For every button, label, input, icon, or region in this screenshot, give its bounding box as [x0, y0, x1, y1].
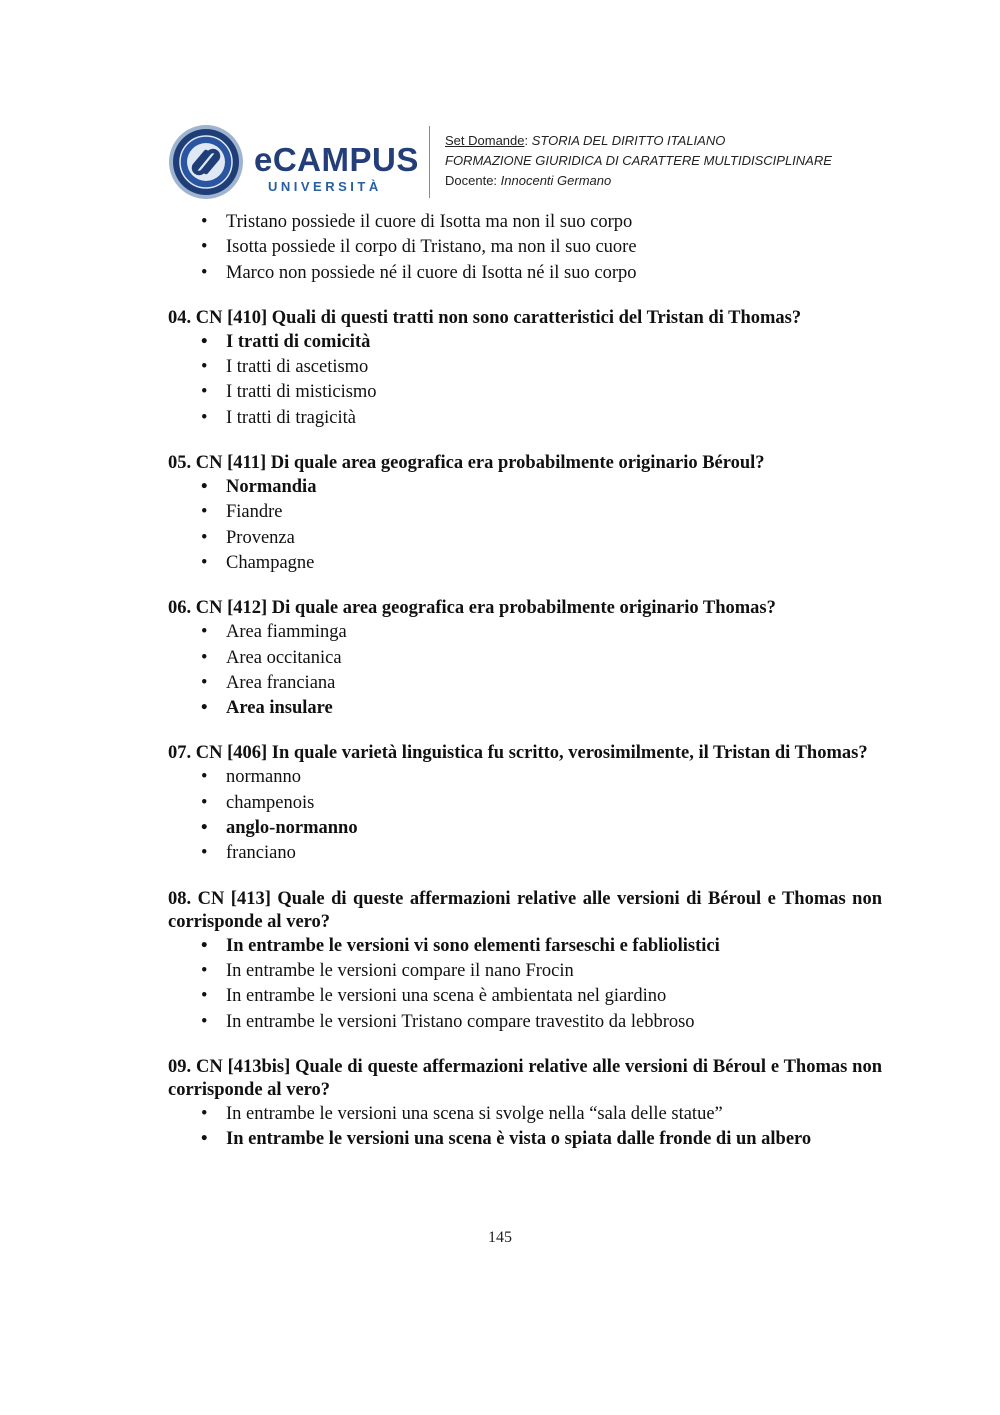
- option: • franciano: [168, 841, 882, 866]
- set-label: Set Domande: [445, 133, 525, 148]
- set-value: STORIA DEL DIRITTO ITALIANO: [531, 133, 726, 148]
- question-text: 08. CN [413] Quale di queste affermazioni relative alle versioni di Béroul e Thomas non corrisponde al vero?: [168, 888, 882, 932]
- question-block: [168, 1056, 882, 1153]
- option-list: [168, 620, 882, 721]
- questions-content: [168, 210, 882, 1152]
- option: • normanno: [168, 765, 882, 790]
- brand-name: eCAMPUS: [254, 141, 419, 178]
- header-divider: [429, 126, 430, 198]
- option: • I tratti di misticismo: [168, 380, 882, 405]
- option: • In entrambe le versioni Tristano compare travestito da lebbroso: [168, 1010, 882, 1035]
- option-correct: • Normandia: [168, 475, 882, 500]
- carry-over-options: [168, 210, 882, 286]
- option: • In entrambe le versioni compare il nano Frocin: [168, 959, 882, 984]
- question-text: 04. CN [410] Quali di questi tratti non sono caratteristici del Tristan di Thomas?: [168, 307, 802, 328]
- course-line: [445, 151, 832, 171]
- question-block: [168, 888, 882, 1035]
- ecampus-seal-icon: [168, 124, 244, 200]
- teacher-label: Docente:: [445, 173, 498, 188]
- option-list: [168, 934, 882, 1035]
- option-correct: • In entrambe le versioni una scena è vista o spiata dalle fronde di un albero: [168, 1127, 882, 1152]
- option: • Isotta possiede il corpo di Tristano, ma non il suo cuore: [168, 235, 882, 260]
- option: • I tratti di tragicità: [168, 406, 882, 431]
- course-title: FORMAZIONE GIURIDICA DI CARATTERE MULTIDISCIPLINARE: [445, 153, 832, 168]
- option-list: [168, 330, 882, 431]
- teacher-line: [445, 171, 832, 191]
- option-correct: • I tratti di comicità: [168, 330, 882, 355]
- question-text: 07. CN [406] In quale varietà linguistica fu scritto, verosimilmente, il Tristan di Thomas?: [168, 743, 868, 764]
- option: • In entrambe le versioni una scena è ambientata nel giardino: [168, 984, 882, 1009]
- question-block: [168, 307, 882, 431]
- question-text: 06. CN [412] Di quale area geografica era probabilmente originario Thomas?: [168, 598, 776, 619]
- page-header: [168, 124, 888, 202]
- option: • In entrambe le versioni una scena si svolge nella “sala delle statue”: [168, 1102, 882, 1127]
- option-list: [168, 765, 882, 866]
- option: • Champagne: [168, 551, 882, 576]
- header-info: [445, 131, 832, 191]
- question-block: [168, 597, 882, 721]
- option: • I tratti di ascetismo: [168, 355, 882, 380]
- question-block: [168, 742, 882, 866]
- option: • champenois: [168, 791, 882, 816]
- option: • Marco non possiede né il cuore di Isotta né il suo corpo: [168, 261, 882, 286]
- question-block: [168, 452, 882, 576]
- ecampus-wordmark: [254, 142, 420, 202]
- option-list: [168, 475, 882, 576]
- brand-subtitle: UNIVERSITÀ: [268, 179, 382, 194]
- option: • Area fiamminga: [168, 620, 882, 645]
- option: • Provenza: [168, 526, 882, 551]
- option: • Tristano possiede il cuore di Isotta ma non il suo corpo: [168, 210, 882, 235]
- option: • Area franciana: [168, 671, 882, 696]
- set-line: Set Domande: STORIA DEL DIRITTO ITALIANO: [445, 133, 726, 148]
- question-text: 09. CN [413bis] Quale di queste affermazioni relative alle versioni di Béroul e Thomas non corrisponde al vero?: [168, 1056, 882, 1100]
- option: • Area occitanica: [168, 646, 882, 671]
- option-correct: • In entrambe le versioni vi sono elementi farseschi e fabliolistici: [168, 934, 882, 959]
- option-list: [168, 1102, 882, 1153]
- option-correct: • anglo-normanno: [168, 816, 882, 841]
- option-correct: • Area insulare: [168, 696, 882, 721]
- page-number: 145: [488, 1229, 512, 1246]
- question-text: 05. CN [411] Di quale area geografica era probabilmente originario Béroul?: [168, 453, 765, 474]
- option: • Fiandre: [168, 500, 882, 525]
- teacher-name: Innocenti Germano: [500, 173, 612, 188]
